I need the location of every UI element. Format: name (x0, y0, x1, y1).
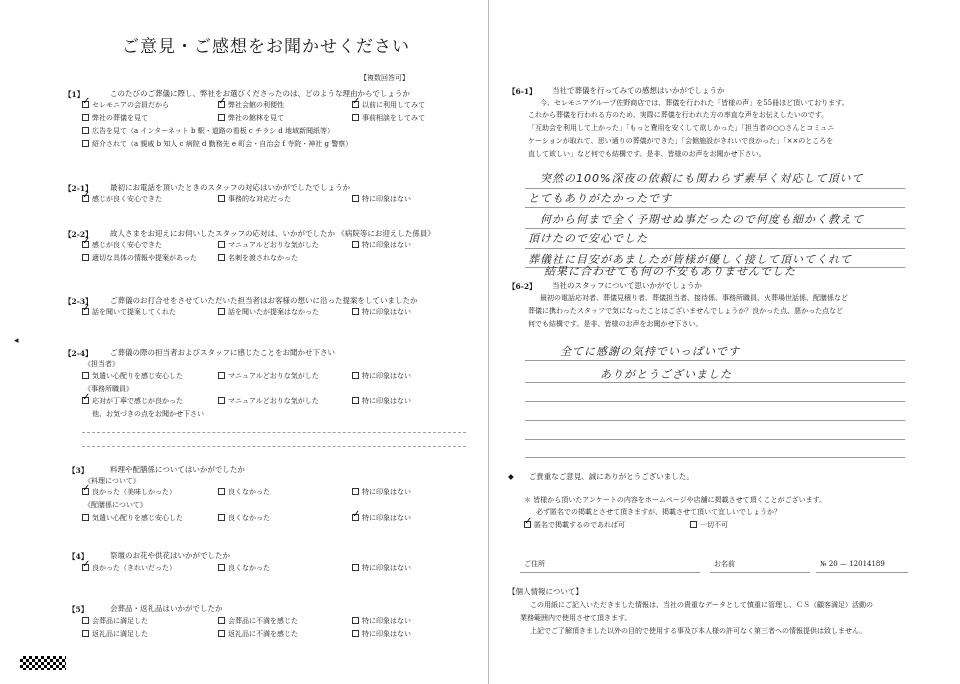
checkbox-icon[interactable] (218, 617, 225, 624)
q24-question: ご葬儀の際の担当者およびスタッフに感じたことをお聞かせ下さい (110, 348, 335, 357)
q21-number: 【2-1】 (64, 184, 93, 193)
checkbox-icon[interactable] (82, 101, 89, 108)
q4-option-1[interactable] (82, 564, 176, 573)
thanks-line (508, 472, 694, 481)
q61-question: 当社で葬儀を行ってみての感想はいかがでしょうか (552, 86, 725, 95)
checkbox-icon[interactable] (352, 372, 359, 379)
page-title: ご意見・ご感想をお聞かせください (122, 37, 410, 57)
option-label: 良くなかった (228, 514, 270, 522)
q24-option-6[interactable] (352, 397, 411, 406)
option-label: 会葬品に満足した (92, 617, 148, 625)
checkbox-icon[interactable] (82, 630, 89, 637)
q61-body: これから葬儀を行われる方のため、実際に葬儀を行われた方の率直な声をお伝えしたいのです。 (528, 111, 829, 119)
q61-handwritten-answer: とてもありがたかったです (528, 192, 672, 205)
option-label: 弊社会館の利便性 (228, 101, 284, 109)
checkbox-icon[interactable] (352, 630, 359, 637)
checkbox-icon[interactable] (82, 488, 89, 495)
privacy-heading: 【個人情報について】 (508, 587, 583, 596)
q24-comment-line[interactable] (82, 446, 466, 447)
name-field[interactable] (710, 572, 810, 573)
q5-option-6[interactable] (352, 630, 411, 639)
q24-option-2[interactable] (218, 372, 319, 381)
q1-option-2[interactable] (218, 101, 284, 110)
q61-number: 【6-1】 (508, 87, 537, 96)
option-label: 感じが良く安心できた (92, 241, 162, 249)
option-label: 特に印象はない (362, 241, 411, 249)
answer-line (525, 248, 905, 249)
checkbox-icon[interactable] (218, 254, 225, 261)
q62-handwritten-answer: ありがとうございました (600, 368, 732, 381)
q22-option-1[interactable] (82, 241, 162, 250)
answer-line (525, 420, 905, 421)
q5-option-5[interactable] (218, 630, 298, 639)
q1-option-3[interactable] (352, 101, 425, 110)
q1-option-4[interactable] (82, 114, 148, 123)
q23-option-1[interactable] (82, 308, 176, 317)
checkbox-icon[interactable] (218, 488, 225, 495)
checkbox-icon[interactable] (524, 521, 531, 528)
q22-option-2[interactable] (218, 241, 319, 250)
option-label: 気遣い心配りを感じ安心した (92, 514, 183, 522)
option-label: 特に印象はない (362, 514, 411, 522)
form-number-line (816, 572, 908, 573)
option-label: 特に印象はない (362, 308, 411, 316)
option-label: 弊社の館林を見て (228, 114, 284, 122)
q62-handwritten-answer: 全てに感謝の気持でいっぱいです (560, 345, 740, 358)
asterisk-icon: ＊ (524, 496, 531, 504)
checkbox-icon[interactable] (218, 630, 225, 637)
q61-body: 「互助会を利用して上かった」「もっと費用を安くして欲しかった」「担当者の○○さんとコミュニ (528, 124, 835, 132)
q61-handwritten-answer: 葬儀社に目安があましたが皆様が優しく接して頂いてくれて (528, 253, 852, 266)
checkbox-icon[interactable] (352, 514, 359, 521)
option-label: 以前に利用してみて (362, 101, 425, 109)
q3-number: 【3】 (68, 466, 89, 475)
q22-option-4[interactable] (82, 254, 197, 263)
checkbox-icon[interactable] (352, 488, 359, 495)
checkbox-icon[interactable] (352, 195, 359, 202)
q1-option-1[interactable] (82, 101, 169, 110)
q24-comment-line[interactable] (82, 432, 466, 433)
publish-option-anonymous[interactable] (524, 521, 625, 530)
checkbox-icon[interactable] (218, 372, 225, 379)
q61-body: ケーションが取れて、思い通りの葬儀ができた」「会館施設がきれいで良かった」「××のところを (528, 137, 834, 145)
option-label: 話を聞いて提案してくれた (92, 308, 176, 316)
option-label: セレモニアの会員だから (92, 101, 169, 109)
answer-line (525, 188, 905, 189)
option-label: 特に印象はない (362, 488, 411, 496)
q1-option-8[interactable] (82, 140, 352, 149)
option-label: 会葬品に不満を感じた (228, 617, 298, 625)
checkbox-icon[interactable] (218, 514, 225, 521)
q61-handwritten-answer: 結果に合わせても何の不安もありませんでした (544, 265, 796, 278)
address-label: ご住所 (524, 560, 545, 568)
answer-line (525, 228, 905, 229)
checkbox-icon[interactable] (82, 114, 89, 121)
q62-body: 最初の電話応対者、葬儀見積り者、葬儀担当者、接待係、事務所職員、火葬場世話係、配膳係など (540, 294, 848, 302)
q61-body: 直して欲しい」など何でも結構です。是非、皆様のお声をお聞かせ下さい。 (528, 150, 766, 158)
q21-option-2[interactable] (218, 195, 291, 204)
option-label: 匿名で掲載するのであれば可 (534, 521, 625, 529)
q24-sub-staff: 《担当者》 (84, 360, 119, 368)
q1-option-6[interactable] (352, 114, 425, 123)
option-label: 応対が丁寧で感じが良かった (92, 397, 183, 405)
q4-question: 祭壇のお花や供花はいかがでしたか (110, 551, 230, 560)
q5-question: 会葬品・返礼品はいかがでしたか (110, 604, 223, 613)
q5-option-4[interactable] (82, 630, 148, 639)
checkbox-icon[interactable] (352, 241, 359, 248)
option-label: 良くなかった (228, 488, 270, 496)
q1-question: このたびのご葬儀に際し、弊社をお選びくださったのは、どのような理由からでしょうか (110, 89, 410, 98)
multi-answer-label: 【複数回答可】 (360, 74, 409, 82)
q3-option-5[interactable] (218, 514, 270, 523)
publish-note (524, 496, 826, 505)
option-label: 気遣い心配りを感じ安心した (92, 372, 183, 380)
publish-question: 必ず匿名での掲載とさせて頂きますが、掲載させて頂いて宜しいでしょうか？ (536, 508, 781, 516)
option-label: 特に印象はない (362, 397, 411, 405)
q61-handwritten-answer: 頂けたので安心でした (528, 232, 648, 245)
answer-line (525, 439, 905, 440)
option-label: 特に印象はない (362, 564, 411, 572)
checkbox-icon[interactable] (352, 114, 359, 121)
option-label: 名刺を渡されなかった (228, 254, 298, 262)
option-label: 適切な具体の情報や提案があった (92, 254, 197, 262)
q3-sub-serving: 《配膳係について》 (84, 501, 147, 509)
q5-number: 【5】 (68, 605, 89, 614)
answer-line (525, 360, 905, 361)
q21-option-1[interactable] (82, 195, 162, 204)
answer-line (525, 382, 905, 383)
option-label: 広告を見て（a インターネット b 駅・道路の看板 c チラシ d 地域新聞紙等） (92, 127, 335, 135)
checkbox-icon[interactable] (352, 308, 359, 315)
q1-number: 【1】 (64, 90, 85, 99)
q23-option-3[interactable] (352, 308, 411, 317)
q3-option-3[interactable] (352, 488, 411, 497)
option-label: 特に印象はない (362, 630, 411, 638)
option-label: 紹介されて（a 親戚 b 知人 c 病院 d 勤務先 e 町会・自治会 f 寺院・神社 g 警察） (92, 140, 353, 148)
q1-option-5[interactable] (218, 114, 284, 123)
checkbox-icon[interactable] (218, 308, 225, 315)
checkbox-icon[interactable] (218, 195, 225, 202)
checkbox-icon[interactable] (82, 195, 89, 202)
privacy-text: この用紙にご記入いただきました情報は、当社の貴重なデータとして慎重に管理し、ＣＳ（顧客満足）活動の (530, 601, 873, 609)
q5-option-2[interactable] (218, 617, 298, 626)
checkbox-icon[interactable] (218, 564, 225, 571)
option-label: 特に印象はない (362, 372, 411, 380)
q24-other-prompt: 他、お気づきの点をお聞かせ下さい (92, 410, 204, 418)
q4-option-3[interactable] (352, 564, 411, 573)
checkbox-icon[interactable] (352, 101, 359, 108)
checkbox-icon[interactable] (352, 617, 359, 624)
option-label: 良くなかった (228, 564, 270, 572)
q3-option-1[interactable] (82, 488, 176, 497)
option-label: 感じが良く安心できた (92, 195, 162, 203)
q24-option-3[interactable] (352, 372, 411, 381)
publish-note-text: 皆様から頂いたアンケートの内容をホームページや店舗に掲載させて頂くことがございます。 (533, 496, 827, 504)
checkbox-icon[interactable] (690, 521, 697, 528)
q3-option-2[interactable] (218, 488, 270, 497)
q24-sub-office: 《事務所職員》 (84, 385, 133, 393)
q3-option-4[interactable] (82, 514, 183, 523)
q62-question: 当社のスタッフについて思いかがでしょうか (552, 281, 702, 290)
checkbox-icon[interactable] (82, 140, 89, 147)
form-number: № 20 — 12014189 (820, 560, 885, 568)
fold-divider (488, 0, 489, 684)
checkbox-icon[interactable] (82, 308, 89, 315)
checkbox-icon[interactable] (82, 397, 89, 404)
checkbox-icon[interactable] (82, 564, 89, 571)
checkbox-icon[interactable] (218, 397, 225, 404)
checkbox-icon[interactable] (82, 241, 89, 248)
q22-option-3[interactable] (352, 241, 411, 250)
checkbox-icon[interactable] (82, 617, 89, 624)
option-label: マニュアルどおりな気がした (228, 372, 319, 380)
q3-question: 料理や配膳係についてはいかがでしたか (110, 465, 245, 474)
q23-option-2[interactable] (218, 308, 319, 317)
option-label: マニュアルどおりな気がした (228, 397, 319, 405)
option-label: 弊社の葬儀を見て (92, 114, 148, 122)
diamond-icon: ◆ (508, 472, 514, 481)
thanks-text: ご貴重なご意見、誠にありがとうございました。 (528, 472, 694, 481)
q62-body: 葬儀に携わったスタッフで気になったことはございませんでしょうか？良かった点、悪かった点など (528, 307, 844, 315)
option-label: 良かった（きれいだった） (92, 564, 176, 572)
checkbox-icon[interactable] (82, 254, 89, 261)
q61-handwritten-answer: 突然の100%深夜の依頼にも関わらず素早く対応して頂いて (540, 172, 864, 185)
option-label: 話を聞いたが提案はなかった (228, 308, 319, 316)
q23-question: ご葬儀のお打合せをさせていただいた担当者はお客様の想いに沿った提案をしていましたか (110, 296, 418, 305)
address-field[interactable] (520, 572, 700, 573)
q3-option-6[interactable] (352, 514, 411, 523)
option-label: 返礼品に不満を感じた (228, 630, 298, 638)
checkbox-icon[interactable] (218, 114, 225, 121)
option-label: 事務的な対応だった (228, 195, 291, 203)
option-label: 一切不可 (700, 521, 728, 529)
option-label: 特に印象はない (362, 195, 411, 203)
q24-option-5[interactable] (218, 397, 319, 406)
q4-option-2[interactable] (218, 564, 270, 573)
q62-body: 何でも結構です。是非、皆様のお声をお聞かせ下さい。 (528, 320, 703, 328)
q61-handwritten-answer: 何から何まで全く予期せぬ事だったので何度も細かく教えて (540, 213, 864, 226)
checkbox-icon[interactable] (82, 127, 89, 134)
option-label: 事前相談をしてみて (362, 114, 425, 122)
option-label: マニュアルどおりな気がした (228, 241, 319, 249)
q24-number: 【2-4】 (64, 349, 93, 358)
q62-number: 【6-2】 (508, 282, 537, 291)
q23-number: 【2-3】 (64, 297, 93, 306)
q22-number: 【2-2】 (64, 230, 93, 239)
q22-option-5[interactable] (218, 254, 298, 263)
q22-question: 故人さまをお迎えにお伺いしたスタッフの応対は、いかがでしたか 《病院等にお迎えした係員》 (110, 229, 435, 238)
q24-option-4[interactable] (82, 397, 183, 406)
q21-option-3[interactable] (352, 195, 411, 204)
answer-line (525, 401, 905, 402)
q4-number: 【4】 (68, 552, 89, 561)
option-label: 良かった（美味しかった） (92, 488, 176, 496)
privacy-text: 上記でご了解頂きました以外の目的で使用する事及び本人様の許可なく第三者への情報提供は致しません。 (530, 627, 867, 635)
scan-marker (20, 656, 66, 670)
option-label: 特に印象はない (362, 617, 411, 625)
checkbox-icon[interactable] (352, 564, 359, 571)
checkbox-icon[interactable] (218, 101, 225, 108)
q5-option-3[interactable] (352, 617, 411, 626)
checkbox-icon[interactable] (82, 514, 89, 521)
checkbox-icon[interactable] (82, 372, 89, 379)
privacy-text: 業務範囲内で使用させて頂きます。 (520, 614, 632, 622)
punch-mark: ◂ (14, 336, 19, 346)
checkbox-icon[interactable] (352, 397, 359, 404)
q1-option-7[interactable] (82, 127, 334, 136)
answer-line (525, 457, 905, 458)
checkbox-icon[interactable] (218, 241, 225, 248)
option-label: 返礼品に満足した (92, 630, 148, 638)
q21-question: 最初にお電話を頂いたときのスタッフの対応はいかがでしたでしょうか (110, 183, 350, 192)
answer-line (525, 207, 905, 208)
publish-option-refuse[interactable] (690, 521, 728, 530)
q24-option-1[interactable] (82, 372, 183, 381)
q3-sub-food: 《料理について》 (84, 477, 140, 485)
q61-body: 今、セレモニアグループ佐野商店では、葬儀を行われた「皆様の声」を55冊ほど頂いております。 (540, 99, 849, 107)
q5-option-1[interactable] (82, 617, 148, 626)
name-label: お名前 (714, 560, 735, 568)
